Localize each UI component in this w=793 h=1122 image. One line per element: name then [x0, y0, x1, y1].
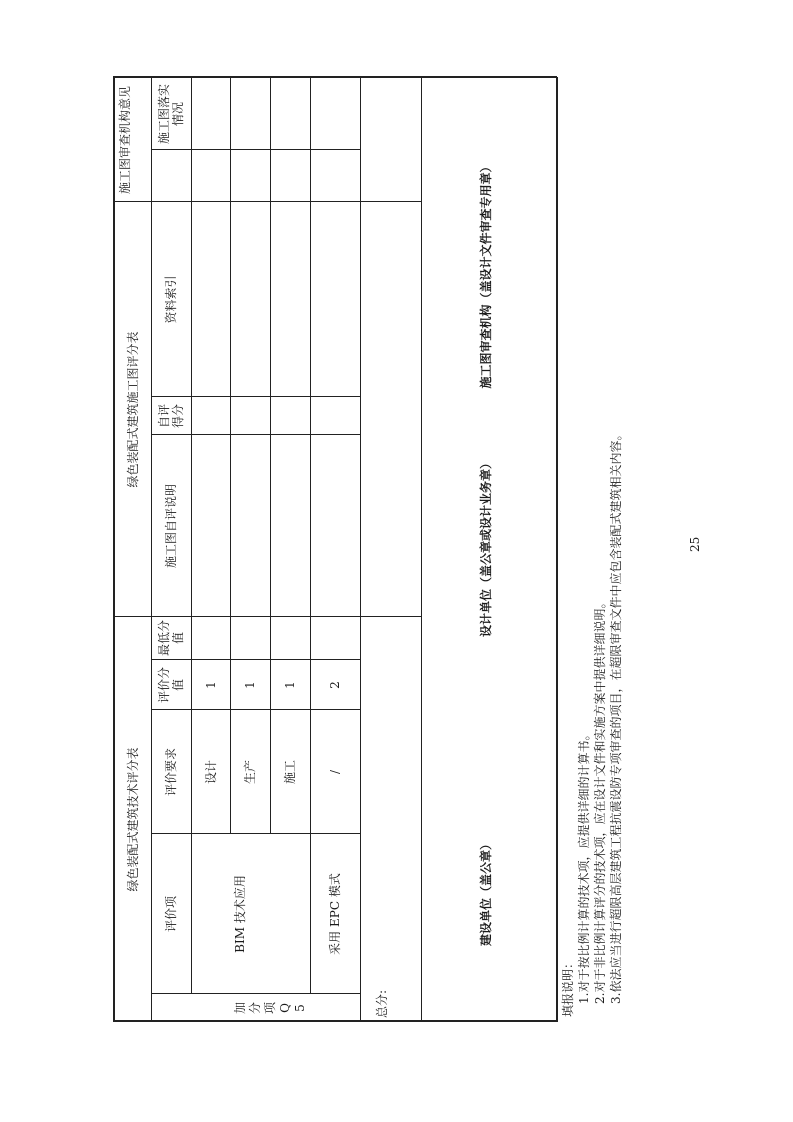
col-rule-self-score: [151, 434, 360, 435]
row-score-epc: 2: [328, 681, 342, 689]
row-requirement-design: 设计: [204, 760, 218, 785]
rule-under-total: [360, 77, 361, 1022]
rule-under-headers: [191, 77, 192, 994]
table-border-left: [113, 1020, 557, 1022]
row-score-construction: 1: [283, 681, 297, 689]
note-2: 2.对于非比例计算评分的技术项，应在设计文件和实施方案中提供详细说明。: [593, 596, 607, 1004]
row-requirement-construction: 施工: [283, 760, 297, 785]
bonus-group-label: 加 分 项 Q 5: [233, 1002, 307, 1015]
rule-under-titles: [151, 77, 152, 1022]
header-item: 评价项: [164, 896, 178, 933]
row-score-design: 1: [204, 681, 218, 689]
table-border-top: [113, 77, 115, 1022]
col-rule-implement: [151, 149, 360, 150]
table-border-bottom: [556, 77, 558, 1022]
notes-heading: 填报说明：: [561, 956, 575, 1017]
header-material-index: 资料索引: [164, 275, 178, 324]
header-score-value: 评价分值: [157, 667, 185, 704]
rule-row-3: [310, 77, 311, 994]
table-border-right: [113, 76, 557, 78]
rotated-landscape-table: [113, 77, 702, 1022]
row-item-bim: BIM 技术应用: [233, 875, 247, 953]
col-rule-tables-split: [113, 616, 421, 617]
signature-design-unit: 设计单位（盖公章或设计业务章）: [479, 457, 493, 638]
header-min-score: 最低分值: [157, 619, 185, 656]
signature-construction-unit: 建设单位（盖公章）: [479, 838, 493, 947]
header-self-description: 施工图自评说明: [164, 484, 178, 569]
rule-under-signatures: [421, 77, 422, 1022]
page-number: 25: [688, 536, 702, 552]
left-table-title: 绿色装配式建筑技术评分表: [126, 747, 140, 892]
header-self-score: 自评得分: [157, 404, 185, 429]
right-table-title: 绿色装配式建筑施工图评分表: [126, 331, 140, 488]
header-requirement: 评价要求: [164, 748, 178, 797]
header-implementation: 施工图落实情况: [157, 84, 185, 145]
col-rule-index: [151, 396, 360, 397]
col-rule-review: [113, 201, 421, 202]
row-requirement-epc: /: [328, 769, 342, 775]
note-3: 3.依法应当进行超限高层建筑工程抗震设防专项审查的项目，在超限审查文件中应包含装配式建筑相关内容。: [609, 428, 623, 1004]
signature-review-agency: 施工图审查机构（盖设计文件审查专用章）: [479, 160, 493, 389]
row-item-epc: 采用 EPC 模式: [328, 873, 342, 955]
row-requirement-production: 生产: [243, 760, 257, 785]
rule-row-1: [230, 77, 231, 834]
note-1: 1.对于按比例计算的技术项，应提供详细的计算书。: [577, 728, 591, 1004]
review-opinion-header: 施工图审查机构意见: [118, 86, 132, 195]
rule-row-2: [270, 77, 271, 834]
total-label: 总分:: [375, 989, 389, 1018]
row-score-production: 1: [243, 681, 257, 689]
